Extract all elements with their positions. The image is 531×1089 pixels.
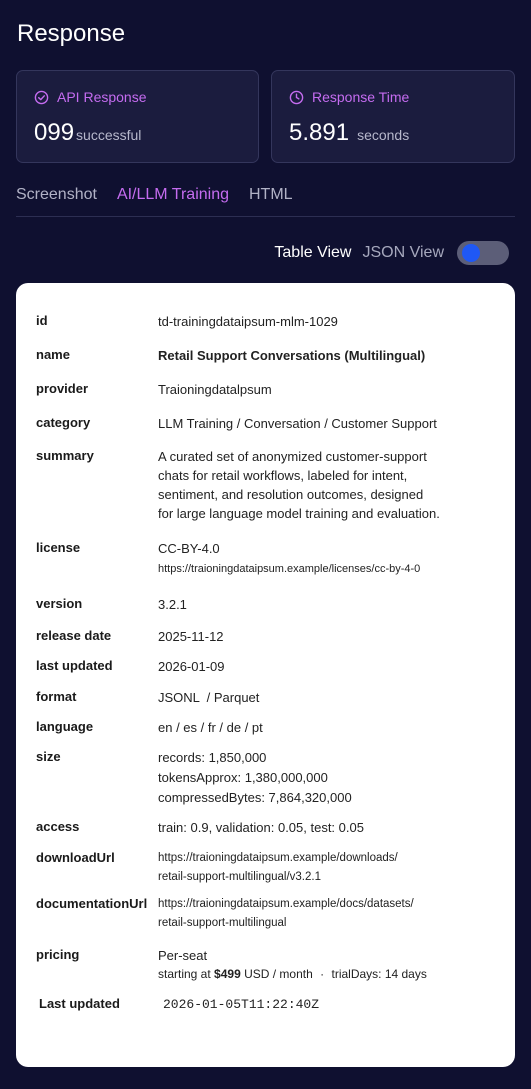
key-provider: provider [36, 381, 89, 396]
pricing-plan: Per-seat [158, 948, 208, 963]
value-name: Retail Support Conversations (Multilingual) [158, 348, 426, 363]
key-download-url: downloadUrl [36, 850, 115, 865]
pricing-prefix: starting at [158, 967, 211, 981]
size-line: tokensApprox: 1,380,000,000 [158, 770, 328, 785]
summary-line: sentiment, and resolution outcomes, designed [158, 487, 424, 502]
key-id: id [36, 313, 48, 328]
pricing-price: $499 [214, 967, 241, 981]
row-pricing [36, 946, 499, 984]
row-format [36, 688, 499, 707]
summary-line: chats for retail workflows, labeled for intent, [158, 468, 408, 483]
key-license: license [36, 540, 81, 555]
row-provider [36, 380, 499, 399]
pricing-suffix: USD / month [244, 967, 313, 981]
download-url-link[interactable]: https://traioningdataipsum.example/downloads/ [158, 852, 398, 864]
row-size [36, 748, 499, 808]
key-language: language [36, 719, 94, 734]
row-download-url [36, 849, 499, 887]
row-license [36, 539, 499, 579]
key-summary: summary [36, 448, 94, 463]
record-panel [16, 283, 515, 1067]
row-category [36, 414, 499, 433]
key-category: category [36, 415, 91, 430]
view-switch[interactable] [457, 241, 509, 265]
pricing-separator: · [320, 967, 325, 981]
value-access: train: 0.9, validation: 0.05, test: 0.05 [158, 820, 364, 835]
value-license: CC-BY-4.0 [158, 541, 220, 556]
row-documentation-url [36, 895, 499, 933]
response-time-card [271, 70, 515, 163]
key-release-date: release date [36, 628, 112, 643]
response-time-unit: seconds [357, 127, 410, 143]
api-response-value: 099 [34, 119, 75, 146]
pricing-trial: trialDays: 14 days [331, 967, 427, 981]
tab-html[interactable]: HTML [249, 186, 293, 203]
key-version: version [36, 596, 83, 611]
value-category: LLM Training / Conversation / Customer Support [158, 416, 437, 431]
value-last-updated: 2026-01-09 [158, 659, 225, 674]
switch-knob [462, 244, 480, 262]
key-pricing: pricing [36, 947, 80, 962]
key-name: name [36, 347, 70, 362]
value-id: td-trainingdataipsum-mlm-1029 [158, 314, 338, 329]
row-name [36, 346, 499, 365]
size-line: records: 1,850,000 [158, 750, 267, 765]
clock-icon [289, 90, 304, 105]
row-version [36, 595, 499, 614]
summary-line: A curated set of anonymized customer-support [158, 449, 427, 464]
response-time-value: 5.891 [289, 119, 350, 146]
row-language [36, 718, 499, 737]
api-response-card [16, 70, 259, 163]
value-version: 3.2.1 [158, 597, 187, 612]
page-title: Response [17, 20, 126, 47]
view-toggle [274, 241, 509, 265]
api-response-label: API Response [57, 89, 147, 105]
documentation-url-link[interactable]: retail-support-multilingual [158, 917, 287, 929]
license-url-link[interactable]: https://traioningdataipsum.example/licenses/cc-by-4-0 [158, 563, 421, 575]
key-documentation-url: documentationUrl [36, 896, 148, 911]
footer-value: 2026-01-05T11:22:40Z [163, 997, 320, 1012]
table-view-option[interactable]: Table View [274, 244, 352, 261]
row-summary [36, 447, 499, 523]
row-id [36, 312, 499, 331]
tab-ai-llm-training[interactable]: AI/LLM Training [116, 186, 229, 203]
tab-screenshot[interactable]: Screenshot [16, 186, 97, 203]
documentation-url-link[interactable]: https://traioningdataipsum.example/docs/datasets/ [158, 898, 414, 910]
key-format: format [36, 689, 77, 704]
value-release-date: 2025-11-12 [158, 629, 224, 644]
key-last-updated: last updated [36, 658, 113, 673]
footer-last-updated [39, 995, 319, 1014]
summary-line: for large language model training and evaluation. [158, 506, 440, 521]
download-url-link[interactable]: retail-support-multilingual/v3.2.1 [158, 871, 321, 883]
api-response-unit: successful [76, 127, 142, 143]
size-line: compressedBytes: 7,864,320,000 [158, 790, 352, 805]
row-last-updated [36, 657, 499, 676]
value-language: en / es / fr / de / pt [158, 720, 263, 735]
value-provider: Traioningdatalpsum [158, 382, 272, 397]
value-format: JSONL / Parquet [158, 690, 260, 705]
check-circle-icon [34, 90, 49, 105]
result-tabs [16, 186, 515, 217]
api-response-header [34, 89, 147, 105]
row-access [36, 818, 499, 837]
row-release-date [36, 627, 499, 646]
json-view-option[interactable]: JSON View [362, 244, 444, 261]
footer-key: Last updated [39, 996, 120, 1011]
response-time-label: Response Time [312, 89, 410, 105]
response-time-header [289, 89, 409, 105]
key-access: access [36, 819, 80, 834]
key-size: size [36, 749, 61, 764]
